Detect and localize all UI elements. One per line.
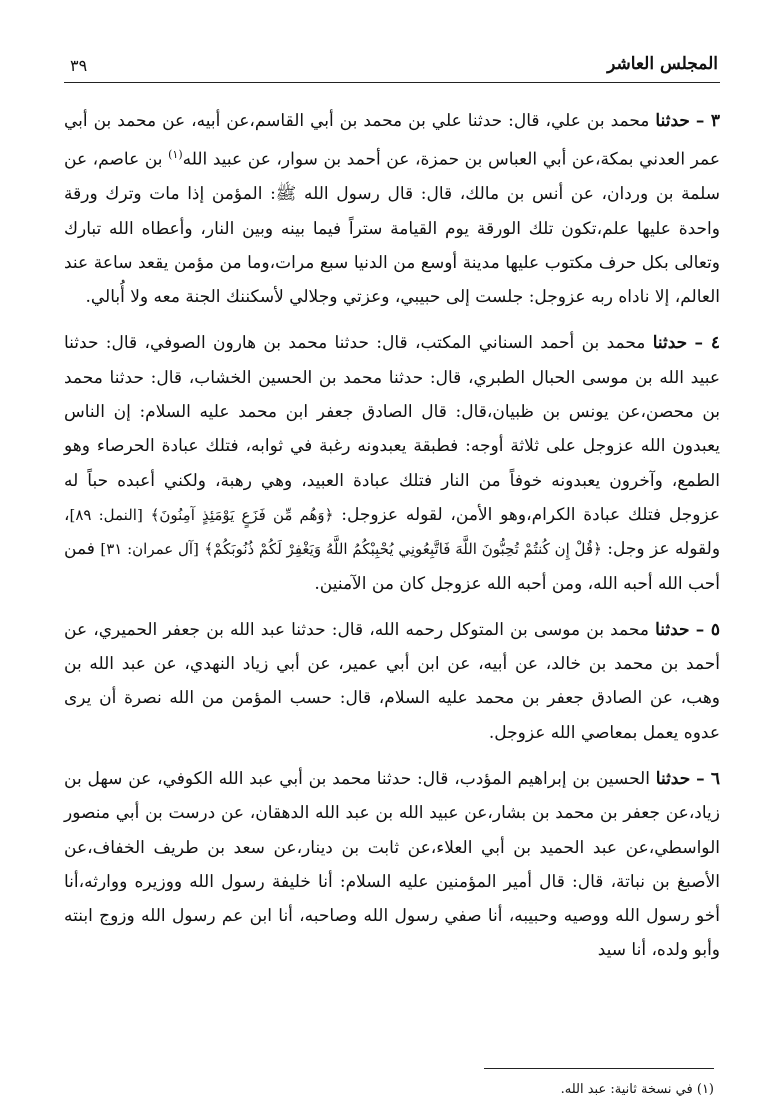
hadith-text: محمد بن موسى بن المتوكل رحمه الله، قال: حدثنا عبد الله بن جعفر الحميري، عن أحمد بن محمد بن خالد، عن أبيه، عن ابن أبي عمير، عن أبي زياد النهدي، عن عبد الله بن وهب، عن الصادق جعفر بن محمد عليه السلام، قال: حسب المؤمن من الله نصرة أن يرى عدوه يعمل بمعاصي الله عزوجل. [64,619,720,743]
hadith-text: ، ولقوله عز وجل: [64,504,721,560]
verse-reference: [النمل: ٨٩] [69,505,143,524]
quran-verse: ﴿قُلْ إِن كُنتُمْ تُحِبُّونَ اللَّهَ فَاتَّبِعُونِي يُحْبِبْكُمُ اللَّهُ وَيَغْفِرْ لَكُمْ ذُنُوبَكُمْ﴾ [204,540,602,559]
hadith-paragraph [64,762,720,968]
hadith-paragraph [64,326,720,600]
hadith-text: الحسين بن إبراهيم المؤدب، قال: حدثنا محمد بن أبي عبد الله الكوفي، عن سهل بن زياد،عن جعفر بن محمد بن بشار،عن عبيد الله بن عبد الله الدهقان، عن درست بن أبي منصور الواسطي،عن عبد الحميد بن أبي العلاء،عن ثابت بن دينار،عن سعد بن طريف الخفاف،عن الأصبغ بن نباتة، قال: قال أمير المؤمنين عليه السلام: أنا خليفة رسول الله ووزيره ووارثه،أنا أخو رسول الله ووصيه وحبيبه، أنا صفي رسول الله وصاحبه، أنا ابن عم رسول الله وزوج ابنته وأبو ولده، أنا سيد [64,769,720,961]
footnote-divider [484,1068,714,1069]
page-header [64,52,720,83]
footnote: (١) في نسخة ثانية: عبد الله. [560,1082,714,1097]
hadith-number: ٦ – [696,769,721,789]
hadith-text: فمن أحب الله أحبه الله، ومن أحبه الله عزوجل كان من الآمنين. [64,539,720,594]
hadith-paragraph [64,613,720,750]
chapter-title: المجلس العاشر [607,54,718,74]
hadith-text: محمد بن علي، قال: حدثنا علي بن محمد بن أبي القاسم،عن أبيه، عن محمد بن أبي عمر العدني بمكة،عن أبي العباس بن حمزة، عن أحمد بن سوار، عن عبيد الله [64,111,720,170]
hadith-text: بن عاصم، عن سلمة بن وردان، عن أنس بن مالك، قال: قال رسول الله ﷺ: المؤمن إذا مات وترك ورقة واحدة عليها علم،تكون تلك الورقة يوم القيامة ستراً فيما بينه وبين النار، وأعطاه الله تبارك وتعالى بكل حرف مكتوب عليها مدينة أوسع من الدنيا سبع مرات،وما من مؤمن يقعد ساعة عند العالم، إلا ناداه ربه عزوجل: جلست إلى حبيبي، وعزتي وجلالي لأسكننك الجنة معه ولا أُبالي. [64,149,720,308]
footnote-marker: (١) [168,148,183,162]
hadith-number: ٥ – [695,619,720,640]
hadith-text: محمد بن أحمد السناني المكتب، قال: حدثنا محمد بن هارون الصوفي، قال: حدثنا عبيد الله بن موسى الحبال الطبري، قال: حدثنا محمد بن الحسين الخشاب، قال: حدثنا محمد بن محصن،عن يونس بن ظبيان،قال: قال الصادق جعفر ابن محمد عليه السلام: إن الناس يعبدون الله عزوجل على ثلاثة أوجه: فطبقة يعبدونه رغبة في ثوابه، فتلك عبادة الحرصاء وهو الطمع، وآخرون يعبدونه خوفاً من النار فتلك عبادة العبيد، وهي رهبة، ولكني أعبده حباً له عزوجل فتلك عبادة الكرام،وهو الأمن، لقوله عزوجل: [64,333,721,525]
hadith-lead: حدثنا [652,333,688,354]
page-body [64,104,720,980]
hadith-paragraph [64,104,720,314]
hadith-lead: حدثنا [655,619,690,640]
hadith-number: ٤ – [694,333,720,354]
hadith-lead: حدثنا [655,769,691,789]
hadith-lead: حدثنا [655,111,690,131]
page-number: ٣٩ [70,56,88,75]
quran-verse: ﴿وَهُم مِّن فَزَعٍ يَوْمَئِذٍ آمِنُونَ﴾ [150,505,334,524]
verse-reference: [آل عمران: ٣١] [100,540,199,559]
hadith-number: ٣ – [695,111,721,131]
